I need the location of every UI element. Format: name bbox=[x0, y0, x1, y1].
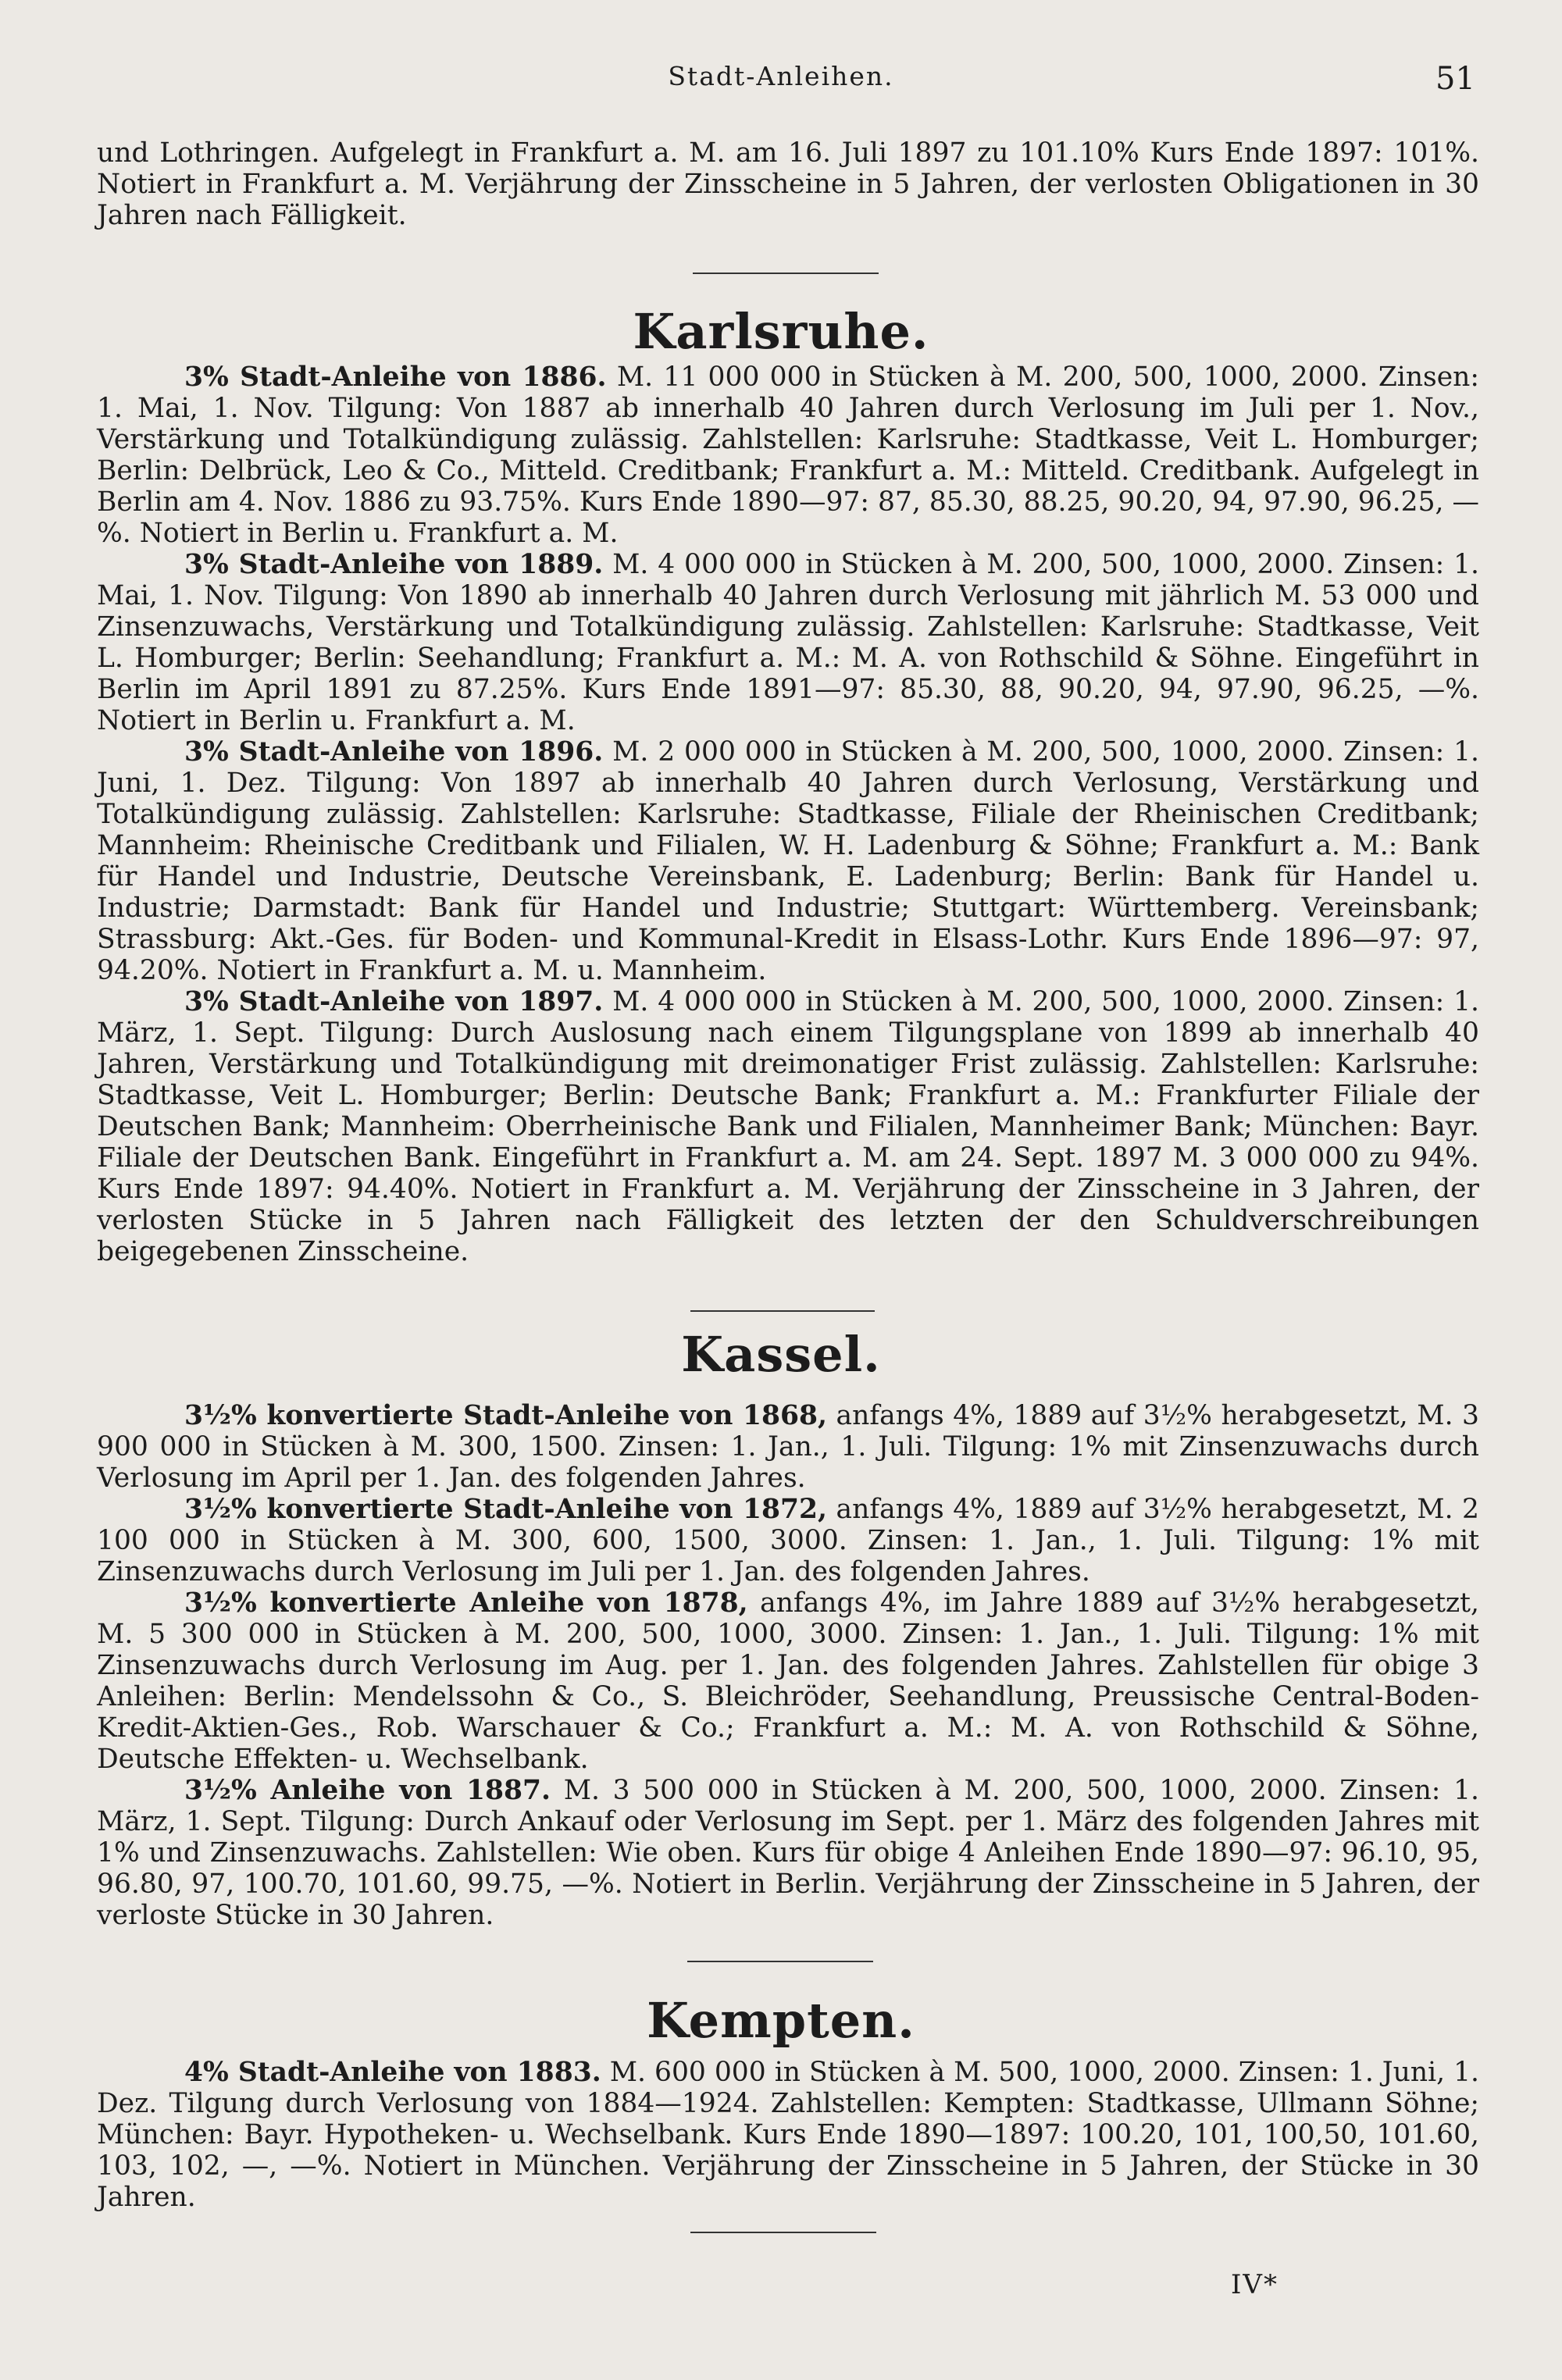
entry-title: 3% Stadt-Anleihe von 1886. bbox=[184, 362, 607, 393]
entry-paragraph bbox=[97, 1587, 1479, 1775]
section-heading-kempten: Kempten. bbox=[647, 1992, 915, 2049]
entry-text: M. 2 000 000 in Stücken à M. 200, 500, 1000, 2000. Zinsen: 1. Juni, 1. Dez. Tilgung: Von 1897 ab innerhalb 40 Jahren durch Verlosung, Verstärkung und Totalkündigung zulässig. Zahlstellen: Karlsruhe: Stadtkasse, Filiale der Rheinischen Creditbank; Mannheim: Rheinische Creditbank und Filialen, W. H. Ladenburg & Söhne; Frankfurt a. M.: Bank für Handel und Industrie, Deutsche Vereinsbank, E. Ladenburg; Berlin: Bank für Handel u. Industrie; Darmstadt: Bank für Handel und Industrie; Stuttgart: Württemberg. Vereinsbank; Strassburg: Akt.-Ges. für Boden- und Kommunal-Kredit in Elsass-Lothr. Kurs Ende 1896—97: 97, 94.20%. Notiert in Frankfurt a. M. u. Mannheim. bbox=[97, 736, 1479, 986]
section-divider bbox=[687, 1961, 873, 1962]
paragraph-text: und Lothringen. Aufgelegt in Frankfurt a. M. am 16. Juli 1897 zu 101.10% Kurs Ende 1897: 101%. Notiert in Frankfurt a. M. Verjährung der Zinsscheine in 5 Jahren, der verlosten Obligationen in 30 Jahren nach Fälligkeit. bbox=[97, 137, 1479, 231]
entry-text: M. 11 000 000 in Stücken à M. 200, 500, 1000, 2000. Zinsen: 1. Mai, 1. Nov. Tilgung: Von 1887 ab innerhalb 40 Jahren durch Verlosung im Juli per 1. Nov., Verstärkung und Totalkündigung zulässig. Zahlstellen: Karlsruhe: Stadtkasse, Veit L. Homburger; Berlin: Delbrück, Leo & Co., Mitteld. Creditbank; Frankfurt a. M.: Mitteld. Creditbank. Aufgelegt in Berlin am 4. Nov. 1886 zu 93.75%. Kurs Ende 1890—97: 87, 85.30, 88.25, 90.20, 94, 97.90, 96.25, —%. Notiert in Berlin u. Frankfurt a. M. bbox=[97, 362, 1480, 549]
entry-title: 3% Stadt-Anleihe von 1897. bbox=[184, 986, 604, 1017]
section-kempten bbox=[97, 2057, 1479, 2213]
entry-paragraph bbox=[97, 1494, 1479, 1587]
paragraph bbox=[97, 137, 1479, 231]
entry-title: 3½% konvertierte Stadt-Anleihe von 1872, bbox=[184, 1494, 828, 1525]
entry-title: 3½% konvertierte Stadt-Anleihe von 1868, bbox=[184, 1400, 828, 1431]
entry-paragraph bbox=[97, 1400, 1479, 1494]
entry-text: anfangs 4%, 1889 auf 3½% herabgesetzt, M. 3 900 000 in Stücken à M. 300, 1500. Zinsen: 1. Jan., 1. Juli. Tilgung: 1% mit Zinsenzuwachs durch Verlosung im April per 1. Jan. des folgenden Jahres. bbox=[97, 1400, 1479, 1494]
section-heading-kassel: Kassel. bbox=[681, 1326, 881, 1383]
entry-paragraph bbox=[97, 362, 1479, 549]
section-heading-karlsruhe: Karlsruhe. bbox=[633, 303, 929, 360]
entry-text: M. 4 000 000 in Stücken à M. 200, 500, 1000, 2000. Zinsen: 1. Mai, 1. Nov. Tilgung: Von 1890 ab innerhalb 40 Jahren durch Verlosung mit jährlich M. 53 000 und Zinsenzuwachs, Verstärkung und Totalkündigung zulässig. Zahlstellen: Karlsruhe: Stadtkasse, Veit L. Homburger; Berlin: Seehandlung; Frankfurt a. M.: M. A. von Rothschild & Söhne. Eingeführt in Berlin im April 1891 zu 87.25%. Kurs Ende 1891—97: 85.30, 88, 90.20, 94, 97.90, 96.25, —%. Notiert in Berlin u. Frankfurt a. M. bbox=[97, 549, 1479, 736]
entry-paragraph bbox=[97, 736, 1479, 986]
entry-paragraph bbox=[97, 1775, 1479, 1931]
running-head: Stadt-Anleihen. bbox=[668, 61, 894, 91]
section-lothringen bbox=[97, 137, 1479, 231]
entry-title: 3½% konvertierte Anleihe von 1878, bbox=[184, 1587, 748, 1619]
entry-text: M. 3 500 000 in Stücken à M. 200, 500, 1000, 2000. Zinsen: 1. März, 1. Sept. Tilgung: Durch Ankauf oder Verlosung im Sept. per 1. März des folgenden Jahres mit 1% und Zinsenzuwachs. Zahlstellen: Wie oben. Kurs für obige 4 Anleihen Ende 1890—97: 96.10, 95, 96.80, 97, 100.70, 101.60, 99.75, —%. Notiert in Berlin. Verjährung der Zinsscheine in 5 Jahren, der verloste Stücke in 30 Jahren. bbox=[97, 1775, 1479, 1931]
entry-paragraph bbox=[97, 986, 1479, 1267]
section-kassel bbox=[97, 1400, 1479, 1931]
entry-text: M. 600 000 in Stücken à M. 500, 1000, 2000. Zinsen: 1. Juni, 1. Dez. Tilgung durch Verlosung von 1884—1924. Zahlstellen: Kempten: Stadtkasse, Ullmann Söhne; München: Bayr. Hypotheken- u. Wechselbank. Kurs Ende 1890—1897: 100.20, 101, 100,50, 101.60, 103, 102, —, —%. Notiert in München. Verjährung der Zinsscheine in 5 Jahren, der Stücke in 30 Jahren. bbox=[97, 2057, 1479, 2213]
entry-title: 3% Stadt-Anleihe von 1896. bbox=[184, 736, 604, 768]
section-divider bbox=[690, 1310, 875, 1312]
entry-title: 3% Stadt-Anleihe von 1889. bbox=[184, 549, 604, 580]
entry-text: anfangs 4%, 1889 auf 3½% herabgesetzt, M. 2 100 000 in Stücken à M. 300, 600, 1500, 3000. Zinsen: 1. Jan., 1. Juli. Tilgung: 1% mit Zinsenzuwachs durch Verlosung im Juli per 1. Jan. des folgenden Jahres. bbox=[97, 1494, 1479, 1587]
entry-title: 3½% Anleihe von 1887. bbox=[184, 1775, 551, 1806]
section-karlsruhe bbox=[97, 362, 1479, 1267]
entry-paragraph bbox=[97, 2057, 1479, 2213]
entry-text: anfangs 4%, im Jahre 1889 auf 3½% herabgesetzt, M. 5 300 000 in Stücken à M. 200, 500, 1000, 3000. Zinsen: 1. Jan., 1. Juli. Tilgung: 1% mit Zinsenzuwachs durch Verlosung im Aug. per 1. Jan. des folgenden Jahres. Zahlstellen für obige 3 Anleihen: Berlin: Mendelssohn & Co., S. Bleichröder, Seehandlung, Preussische Central-Boden-Kredit-Aktien-Ges., Rob. Warschauer & Co.; Frankfurt a. M.: M. A. von Rothschild & Söhne, Deutsche Effekten- u. Wechselbank. bbox=[97, 1587, 1479, 1775]
entry-text: M. 4 000 000 in Stücken à M. 200, 500, 1000, 2000. Zinsen: 1. März, 1. Sept. Tilgung: Durch Auslosung nach einem Tilgungsplane von 1899 ab innerhalb 40 Jahren, Verstärkung und Totalkündigung mit dreimonatiger Frist zulässig. Zahlstellen: Karlsruhe: Stadtkasse, Veit L. Homburger; Berlin: Deutsche Bank; Frankfurt a. M.: Frankfurter Filiale der Deutschen Bank; Mannheim: Oberrheinische Bank und Filialen, Mannheimer Bank; München: Bayr. Filiale der Deutschen Bank. Eingeführt in Frankfurt a. M. am 24. Sept. 1897 M. 3 000 000 zu 94%. Kurs Ende 1897: 94.40%. Notiert in Frankfurt a. M. Verjährung der Zinsscheine in 3 Jahren, der verlosten Stücke in 5 Jahren nach Fälligkeit des letzten der den Schuldverschreibungen beigegebenen Zinsscheine. bbox=[97, 986, 1479, 1267]
entry-title: 4% Stadt-Anleihe von 1883. bbox=[184, 2057, 601, 2088]
section-divider bbox=[693, 273, 879, 274]
signature-mark: IV* bbox=[1231, 2269, 1278, 2300]
section-divider bbox=[690, 2232, 876, 2233]
page-number: 51 bbox=[1435, 61, 1475, 97]
entry-paragraph bbox=[97, 549, 1479, 736]
